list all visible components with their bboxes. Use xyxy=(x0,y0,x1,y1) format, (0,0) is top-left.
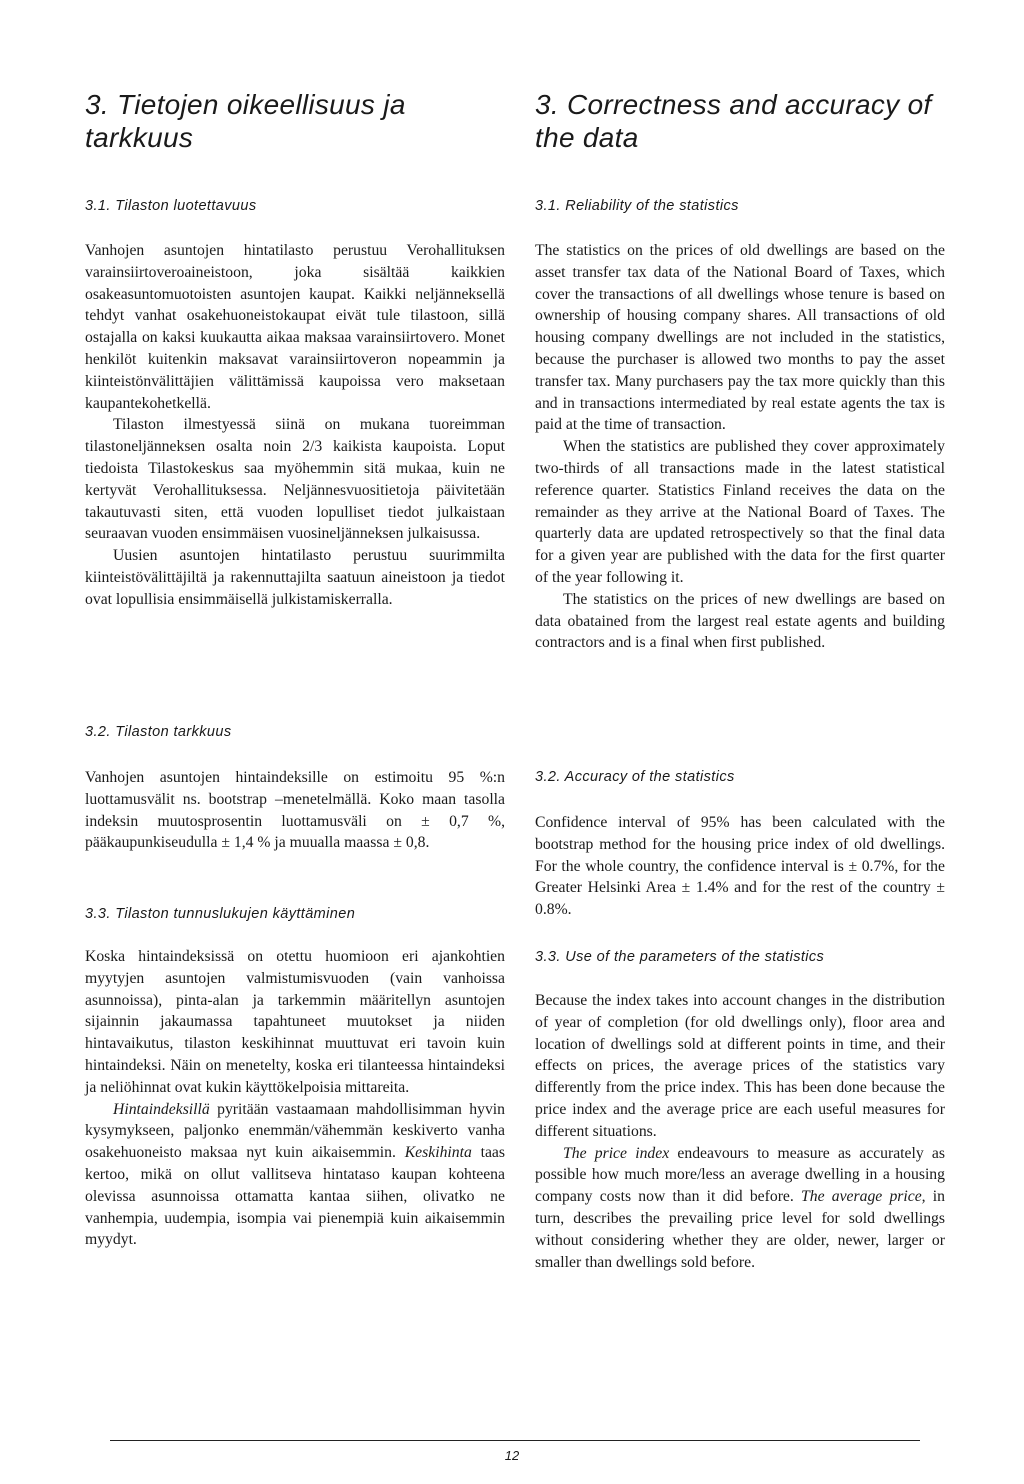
fi-section-3-2-body xyxy=(85,767,505,854)
fi-section-3-3-body xyxy=(85,946,505,1251)
en-section-3-3-body xyxy=(535,990,945,1273)
en-3-3-paragraph-1: Because the index takes into account changes in the distribution of year of completion (for old dwellings only), floor area and location of dwellings sold at different points in time, and their effects on prices, the average prices of the statistics vary differently from the price index. This has been done because the price index and the average price are each useful measures for different situations. xyxy=(535,992,945,1140)
en-heading-3-3: 3.3. Use of the parameters of the statistics xyxy=(535,949,825,965)
fi-term-price-index: Hintaindeksillä xyxy=(113,1100,210,1118)
fi-3-2-paragraph-1: Vanhojen asuntojen hintaindeksille on estimoitu 95 %:n luottamusvälit ns. bootstrap –menetelmällä. Koko maan tasolla indeksin muutosprosentin luottamusväli on ± 0,7 %, pääkaupunkiseudulla ± 1,4 % ja muualla maassa ± 0,8. xyxy=(85,769,505,852)
fi-3-1-paragraph-1: Vanhojen asuntojen hintatilasto perustuu Verohallituksen varainsiirtoveroaineistoon, joka sisältää kaikkien osakeasuntomuotoisten asuntojen kaupat. Kaikki neljänneksellä tehdyt vanhat osakehuoneistokaupat eivät tule tilastoon, sillä ostajalla on kaksi kuukautta aikaa maksaa varainsiirtovero. Monet henkilöt kuitenkin maksavat varainsiirtoveron nopeammin ja kiinteistönvälittäjien välittämissä kaupoissa vero maksetaan kaupantekohetkellä. xyxy=(85,242,505,412)
en-3-1-paragraph-2: When the statistics are published they cover approximately two-thirds of all transactions made in the latest statistical reference quarter. Statistics Finland receives the data on the remainder as they arrive at the National Board of Taxes. The quarterly data are updated retrospectively so that the final data for a given year are published with the data for the first quarter of the year following it. xyxy=(535,438,945,586)
fi-3-1-paragraph-3: Uusien asuntojen hintatilasto perustuu suurimmilta kiinteistövälittäjiltä ja rakennuttajilta saatuun aineistoon ja tiedot ovat lopullisia ensimmäisellä julkistamiskerralla. xyxy=(85,547,505,608)
en-3-1-paragraph-3: The statistics on the prices of new dwellings are based on data obatained from the largest real estate agents and building contractors and is a final when first published. xyxy=(535,590,945,652)
fi-3-1-paragraph-2: Tilaston ilmestyessä siinä on mukana tuoreimman tilastoneljänneksen osalta noin 2/3 kaikista kaupoista. Loput tiedoista Tilastokeskus saa myöhemmin sitä mukaa, kuin ne kertyvät Verohallituksessa. Neljännesvuositietoja päivitetään takautuvasti siten, että vuoden lopulliset tiedot julkaistaan seuraavan vuoden ensimmäisen vuosineljänneksen julkaisussa. xyxy=(85,416,505,543)
en-section-3-2-body xyxy=(535,812,945,921)
fi-3-3-paragraph-2: Hintaindeksillä pyritään vastaamaan mahdollisimman hyvin kysymykseen, paljonko enemmän/vähemmän keskiverto vanha osakehuoneisto maksaa nyt kuin aikaisemmin. Keskihinta taas kertoo, mikä on ollut vallitseva hintataso kaupan kohteena olevissa asunnoissa ottamatta kantaa siihen, olivatko ne vanhempia, uudempia, isompia vai pienempiä kuin aikaisemmin myydyt. xyxy=(85,1100,506,1249)
en-heading-3-2: 3.2. Accuracy of the statistics xyxy=(535,769,735,785)
en-3-2-paragraph-1: Confidence interval of 95% has been calculated with the bootstrap method for the housing price index of old dwellings. For the whole country, the confidence interval is ± 0.7%, for the Greater Helsinki Area ± 1.4% and for the rest of the country ± 0.8%. xyxy=(535,814,945,919)
fi-heading-3-1: 3.1. Tilaston luotettavuus xyxy=(85,198,257,214)
en-3-3-paragraph-2: The price index endeavours to measure as accurately as possible how much more/less an average dwelling in a housing company costs now than it did before. The average price, in turn, describes the prevailing price level for sold dwellings without considering whether they are older, newer, larger or smaller than dwellings sold before. xyxy=(535,1144,946,1271)
en-section-3-1-body xyxy=(535,240,945,654)
fi-section-title: 3. Tietojen oikeellisuus ja tarkkuus xyxy=(85,89,406,153)
fi-heading-3-2: 3.2. Tilaston tarkkuus xyxy=(85,724,232,740)
footer-rule xyxy=(110,1440,920,1441)
fi-section-3-1-body xyxy=(85,240,505,611)
page-number: 12 xyxy=(504,1448,520,1463)
en-term-average-price: The average price, xyxy=(801,1188,926,1206)
fi-term-average-price: Keskihinta xyxy=(404,1144,472,1162)
fi-3-3-paragraph-1: Koska hintaindeksissä on otettu huomioon eri ajankohtien myytyjen asuntojen valmistumisvuoden (vain vanhoissa asunnoissa), pinta-alan ja tarkemmin määritellyn asuntojen sijainnin jakaumassa tapahtuneet muutokset ja niiden hintavaikutus, tilaston keskihinnat muuttuvat eri tavoin kuin hintaindeksi. Näin on menetelty, koska eri tilanteessa hintaindeksi ja neliöhinnat ovat kukin käyttökelpoisia mittareita. xyxy=(85,948,505,1096)
en-3-1-paragraph-1: The statistics on the prices of old dwellings are based on the asset transfer tax data of the National Board of Taxes, which cover the transactions of all dwellings whose tenure is based on ownership of housing company shares. All transactions of old housing company dwellings are not included in the statistics, because the purchaser is allowed two months to pay the asset transfer tax. Many purchasers pay the tax more quickly than this and in transactions intermediated by real estate agents the tax is paid at the time of transaction. xyxy=(535,242,945,434)
fi-heading-3-3: 3.3. Tilaston tunnuslukujen käyttäminen xyxy=(85,906,356,922)
en-section-title: 3. Correctness and accuracy of the data xyxy=(535,89,932,153)
en-term-price-index: The price index xyxy=(563,1144,670,1162)
en-heading-3-1: 3.1. Reliability of the statistics xyxy=(535,198,739,214)
